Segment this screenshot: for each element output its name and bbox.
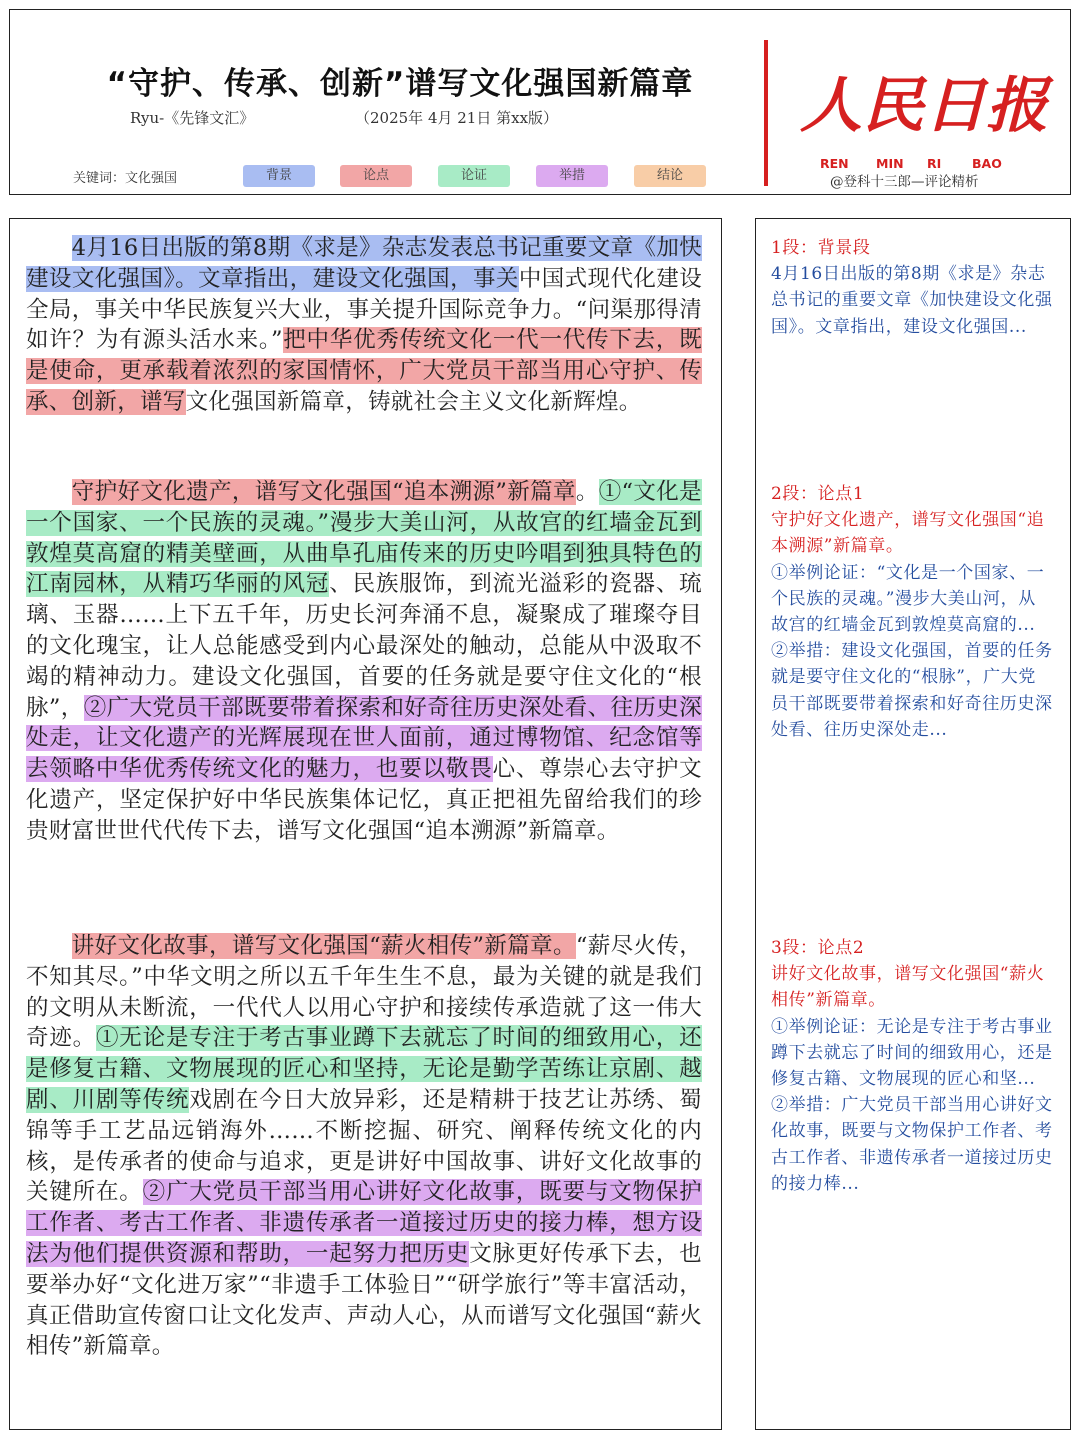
highlight-measures: ②广大党员干部当用心讲好文化故事，既要与文物保护工作者、考古工作者、非遗传承者一道接过历史的接力棒，想方设法为他们提供资源和帮助，一起努力把历史 bbox=[26, 1179, 702, 1267]
paragraph-background bbox=[26, 233, 702, 418]
analysis-sidebar bbox=[755, 218, 1071, 1430]
tag-background: 背景 bbox=[243, 165, 315, 187]
highlight-thesis: 把中华优秀传统文化一代一代传下去，既是使命，更承载着浓烈的家国情怀，广大党员干部当用心守护、传承、创新，谱写 bbox=[26, 327, 703, 415]
paragraph-argument-2 bbox=[26, 931, 702, 1362]
tag-measures: 举措 bbox=[536, 165, 608, 187]
text-plain: 中国式现代化建设全局，事关中华民族复兴大业，事关提升国际竞争力。“问渠那得清如许？为有源头活水来。” bbox=[26, 265, 702, 354]
paragraph-argument-1 bbox=[26, 477, 702, 847]
sidebar-section-1 bbox=[771, 235, 1053, 340]
section-heading: 3段：论点2 bbox=[771, 938, 865, 958]
text-plain: 戏剧在今日大放异彩，还是精耕于技艺让苏绣、蜀锦等手工艺品远销海外……不断挖掘、研究、阐释传统文化的内核，是传承者的使命与追求，更是讲好中国故事、讲好文化故事的关键所在。 bbox=[26, 1086, 702, 1206]
section-heading: 1段：背景段 bbox=[771, 238, 871, 258]
text-plain: 心、尊崇心去守护文化遗产，坚定保护好中华民族集体记忆，真正把祖先留给我们的珍贵财富世世代代传下去，谱写文化强国“追本溯源”新篇章。 bbox=[26, 756, 702, 844]
section-subheading: 讲好文化故事，谱写文化强国“薪火相传”新篇章。 bbox=[771, 964, 1045, 1011]
text-plain: 、民族服饰，到流光溢彩的瓷器、琉璃、玉器……上下五千年，历史长河奔涌不息，凝聚成了璀璨夺目的文化瑰宝，让人总能感受到内心最深处的触动，总能从中汲取不竭的精神动力。建设文化强国，首要的任务就是要守住文化的“根脉”， bbox=[26, 571, 702, 721]
author-line: Ryu-《先锋文汇》 bbox=[130, 109, 255, 127]
newspaper-logo bbox=[800, 38, 1060, 148]
pinyin-min: MIN bbox=[876, 156, 904, 171]
highlight-evidence: ①无论是专注于考古事业蹲下去就忘了时间的细致用心，还是修复古籍、文物展现的匠心和坚持，无论是勤学苦练让京剧、越剧、川剧等传统 bbox=[26, 1025, 702, 1113]
highlight-argument: 守护好文化遗产，谱写文化强国“追本溯源”新篇章 bbox=[71, 479, 576, 505]
section-body-measures: ②举措：广大党员干部当用心讲好文化故事，既要与文物保护工作者、考古工作者、非遗传承者一道接过历史的接力棒... bbox=[771, 1095, 1053, 1194]
text-plain: 文脉更好传承下去，也要举办好“文化进万家”“非遗手工体验日”“研学旅行”等丰富活动，真正借助宣传窗口让文化发声、声动人心，从而谱写文化强国“薪火相传”新篇章。 bbox=[26, 1240, 702, 1360]
logo-text: 人民日报 bbox=[800, 71, 1055, 141]
section-subheading: 守护好文化遗产，谱写文化强国“追本溯源”新篇章。 bbox=[771, 510, 1045, 557]
header-panel bbox=[9, 9, 1071, 195]
date-line: （2025年 4月 21日 第xx版） bbox=[355, 109, 559, 127]
section-body-measures: ②举措：建设文化强国，首要的任务就是要守住文化的“根脉”，广大党员干部既要带着探索和好奇往历史深处看、往历史深处走... bbox=[771, 641, 1053, 740]
section-body-evidence: ①举例论证：“文化是一个国家、一个民族的灵魂。”漫步大美山河，从故宫的红墙金瓦到敦煌莫高窟的... bbox=[771, 562, 1045, 636]
sidebar-section-3 bbox=[771, 935, 1053, 1197]
article-panel bbox=[9, 218, 722, 1430]
pinyin-bao: BAO bbox=[972, 156, 1002, 171]
tag-evidence: 论证 bbox=[438, 165, 510, 187]
text-plain: “薪尽火传，不知其尽。”中华文明之所以五千年生生不息，最为关键的就是我们的文明从未断流，一代代人以用心守护和接续传承造就了这一伟大奇迹。 bbox=[26, 933, 702, 1052]
highlight-background: 4月16日出版的第8期《求是》杂志发表总书记重要文章《加快建设文化强国》。文章指出，建设文化强国，事关 bbox=[26, 235, 702, 292]
section-body-evidence: ①举例论证：无论是专注于考古事业蹲下去就忘了时间的细致用心，还是修复古籍、文物展现的匠心和坚... bbox=[771, 1016, 1053, 1090]
tag-argument: 论点 bbox=[340, 165, 412, 187]
highlight-measures: ②广大党员干部既要带着探索和好奇往历史深处看、往历史深处走，让文化遗产的光辉展现在世人面前，通过博物馆、纪念馆等去领略中华优秀传统文化的魅力，也要以敬畏 bbox=[26, 694, 702, 783]
page-title: “守护、传承、创新”谱写文化强国新篇章 bbox=[106, 66, 694, 102]
highlight-argument: 讲好文化故事，谱写文化强国“薪火相传”新篇章。 bbox=[71, 933, 576, 959]
section-heading: 2段：论点1 bbox=[771, 484, 865, 504]
red-divider bbox=[764, 40, 768, 186]
section-body: 4月16日出版的第8期《求是》杂志总书记的重要文章《加快建设文化强国》。文章指出，建设文化强国... bbox=[771, 264, 1053, 337]
tag-conclusion: 结论 bbox=[634, 165, 706, 187]
text-plain: 文化强国新篇章，铸就社会主义文化新辉煌。 bbox=[185, 388, 642, 415]
pinyin-ri: RI bbox=[927, 156, 942, 171]
sidebar-section-2 bbox=[771, 481, 1053, 743]
credit-line: @登科十三郎—评论精析 bbox=[830, 174, 979, 190]
pinyin-ren: REN bbox=[820, 156, 849, 171]
highlight-evidence: ①“文化是一个国家、一个民族的灵魂。”漫步大美山河，从故宫的红墙金瓦到敦煌莫高窟的精美壁画，从曲阜孔庙传来的历史吟唱到独具特色的江南园林，从精巧华丽的风冠 bbox=[26, 479, 702, 598]
keywords-label: 关键词：文化强国 bbox=[73, 171, 178, 186]
text-plain: 。 bbox=[575, 479, 599, 505]
